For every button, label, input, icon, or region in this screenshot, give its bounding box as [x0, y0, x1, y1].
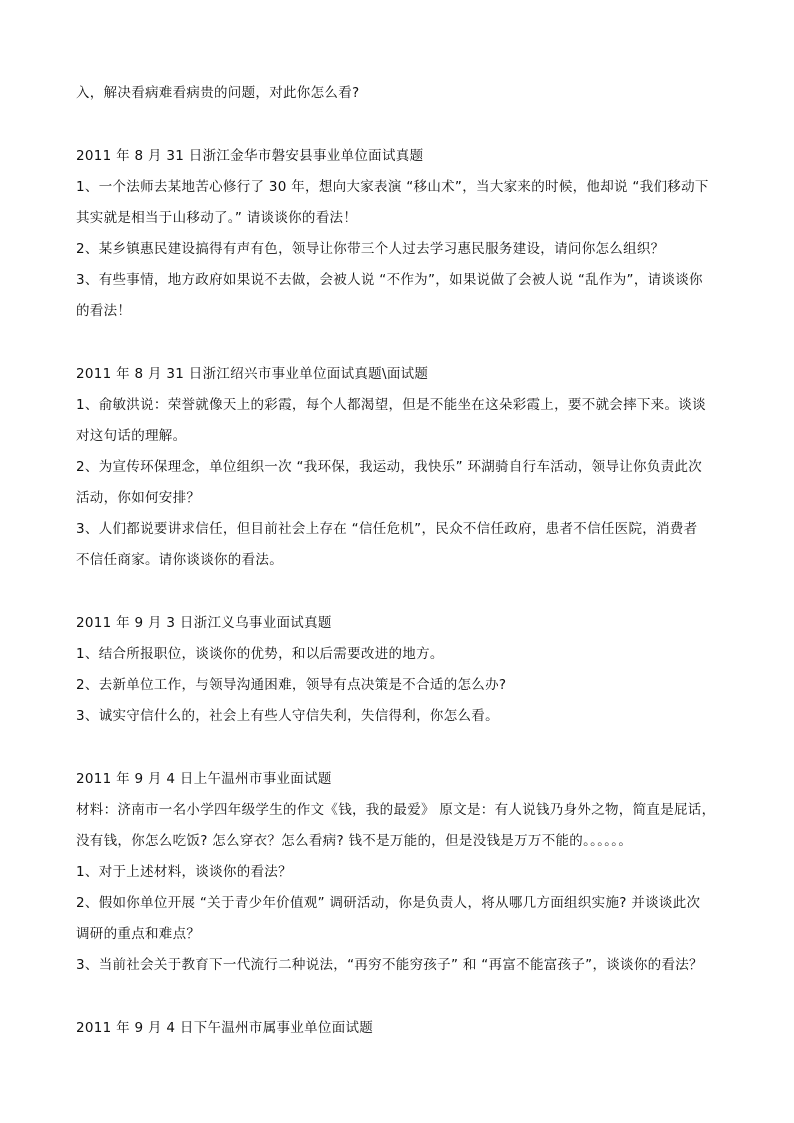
text-line: 2、某乡镇惠民建设搞得有声有色，领导让你带三个人过去学习惠民服务建设，请问你怎么组织？: [76, 241, 665, 257]
text-line: 不信任商家。请你谈谈你的看法。: [76, 552, 283, 568]
text-line: 2、为宣传环保理念，单位组织一次 “我环保，我运动，我快乐” 环湖骑自行车活动，领导让你负责此次: [76, 459, 703, 475]
text-line: 材料：济南市一名小学四年级学生的作文《钱，我的最爱》 原文是：有人说钱乃身外之物，简直是屁话，: [76, 802, 716, 818]
text-line: 3、有些事情，地方政府如果说不去做，会被人说 “不作为”，如果说做了会被人说 “乱作为”，请谈谈你: [76, 272, 703, 288]
section-heading: 2011 年 9 月 4 日下午温州市属事业单位面试题: [76, 1020, 374, 1036]
text-line: 的看法！: [76, 303, 132, 319]
text-line: 1、对于上述材料，谈谈你的看法？: [76, 864, 292, 880]
text-line: 3、诚实守信什么的，社会上有些人守信失利，失信得利，你怎么看。: [76, 708, 499, 724]
section-heading: 2011 年 8 月 31 日浙江金华市磐安县事业单位面试真题: [76, 148, 424, 164]
section-heading: 2011 年 9 月 3 日浙江义乌事业面试真题: [76, 615, 332, 631]
text-line: 调研的重点和难点？: [76, 926, 201, 942]
section-heading: 2011 年 9 月 4 日上午温州市事业面试题: [76, 771, 332, 787]
section-heading: 2011 年 8 月 31 日浙江绍兴市事业单位面试真题\面试题: [76, 366, 429, 382]
text-line: 3、当前社会关于教育下一代流行二种说法，“再穷不能穷孩子” 和 “再富不能富孩子”，谈谈你的看法？: [76, 957, 703, 973]
text-line: 3、人们都说要讲求信任，但目前社会上存在 “信任危机”，民众不信任政府，患者不信任医院，消费者: [76, 521, 698, 537]
text-line: 2、去新单位工作，与领导沟通困难，领导有点决策是不合适的怎么办?: [76, 677, 507, 693]
text-line: 其实就是相当于山移动了。” 请谈谈你的看法！: [76, 210, 358, 226]
text-line: 对这句话的理解。: [76, 428, 187, 444]
text-line: 1、结合所报职位，谈谈你的优势，和以后需要改进的地方。: [76, 646, 444, 662]
text-line: 入，解决看病难看病贵的问题，对此你怎么看?: [76, 85, 360, 101]
text-line: 1、俞敏洪说：荣誉就像天上的彩霞，每个人都渴望，但是不能坐在这朵彩霞上，要不就会摔下来。谈谈: [76, 397, 706, 413]
text-line: 2、假如你单位开展 “关于青少年价值观” 调研活动，你是负责人，将从哪几方面组织实施? 并谈谈此次: [76, 895, 701, 911]
text-line: 活动，你如何安排？: [76, 490, 201, 506]
text-line: 没有钱，你怎么吃饭? 怎么穿衣？怎么看病? 钱不是万能的，但是没钱是万万不能的。。。。。。: [76, 833, 633, 849]
text-line: 1、一个法师去某地苦心修行了 30 年，想向大家表演 “移山术”，当大家来的时候，他却说 “我们移动下: [76, 179, 709, 195]
